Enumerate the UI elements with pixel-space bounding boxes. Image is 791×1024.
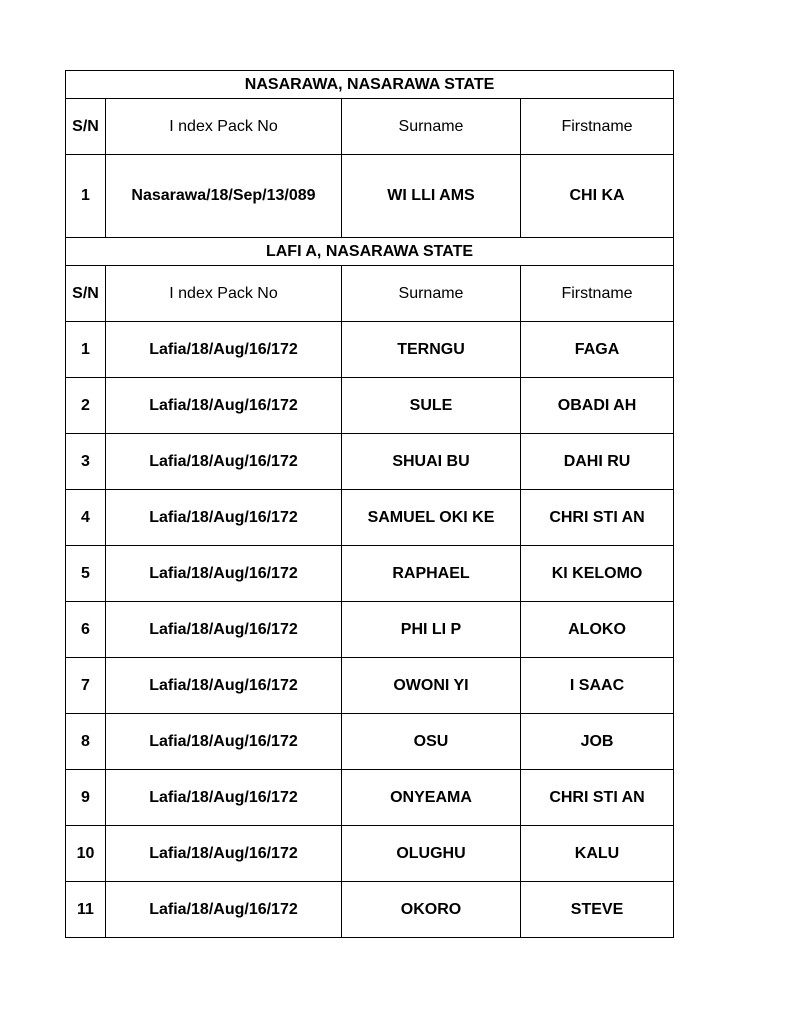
header-firstname: Firstname: [521, 99, 674, 155]
cell-surname: TERNGU: [342, 322, 521, 378]
cell-sn: 8: [66, 714, 106, 770]
cell-firstname: CHI KA: [521, 155, 674, 238]
section-title-row: [66, 238, 674, 266]
cell-index-pack: Lafia/18/Aug/16/172: [106, 658, 342, 714]
column-header-row: [66, 99, 674, 155]
cell-surname: PHI LI P: [342, 602, 521, 658]
cell-index-pack: Nasarawa/18/Sep/13/089: [106, 155, 342, 238]
cell-surname: SAMUEL OKI KE: [342, 490, 521, 546]
section-title: NASARAWA, NASARAWA STATE: [66, 71, 674, 99]
cell-firstname: ALOKO: [521, 602, 674, 658]
header-surname: Surname: [342, 99, 521, 155]
section-title-row: [66, 71, 674, 99]
cell-sn: 1: [66, 322, 106, 378]
cell-index-pack: Lafia/18/Aug/16/172: [106, 434, 342, 490]
cell-sn: 2: [66, 378, 106, 434]
cell-sn: 9: [66, 770, 106, 826]
table-row: [66, 155, 674, 238]
cell-firstname: OBADI AH: [521, 378, 674, 434]
cell-sn: 10: [66, 826, 106, 882]
cell-index-pack: Lafia/18/Aug/16/172: [106, 714, 342, 770]
cell-firstname: KI KELOMO: [521, 546, 674, 602]
table-row: [66, 826, 674, 882]
cell-firstname: DAHI RU: [521, 434, 674, 490]
cell-surname: WI LLI AMS: [342, 155, 521, 238]
table-row: [66, 770, 674, 826]
cell-surname: ONYEAMA: [342, 770, 521, 826]
cell-index-pack: Lafia/18/Aug/16/172: [106, 882, 342, 938]
cell-firstname: CHRI STI AN: [521, 490, 674, 546]
header-sn: S/N: [66, 99, 106, 155]
column-header-row: [66, 266, 674, 322]
table-row: [66, 714, 674, 770]
cell-sn: 6: [66, 602, 106, 658]
cell-surname: OWONI YI: [342, 658, 521, 714]
cell-sn: 4: [66, 490, 106, 546]
table-row: [66, 602, 674, 658]
cell-index-pack: Lafia/18/Aug/16/172: [106, 378, 342, 434]
table-row: [66, 378, 674, 434]
cell-surname: SULE: [342, 378, 521, 434]
header-sn: S/N: [66, 266, 106, 322]
cell-surname: OSU: [342, 714, 521, 770]
cell-sn: 5: [66, 546, 106, 602]
table-row: [66, 658, 674, 714]
cell-firstname: I SAAC: [521, 658, 674, 714]
cell-sn: 11: [66, 882, 106, 938]
cell-surname: RAPHAEL: [342, 546, 521, 602]
cell-surname: SHUAI BU: [342, 434, 521, 490]
cell-index-pack: Lafia/18/Aug/16/172: [106, 322, 342, 378]
table-row: [66, 322, 674, 378]
cell-sn: 3: [66, 434, 106, 490]
cell-surname: OKORO: [342, 882, 521, 938]
cell-firstname: KALU: [521, 826, 674, 882]
header-index-pack: I ndex Pack No: [106, 266, 342, 322]
cell-firstname: CHRI STI AN: [521, 770, 674, 826]
roster-table: [65, 70, 674, 938]
section-title: LAFI A, NASARAWA STATE: [66, 238, 674, 266]
cell-firstname: STEVE: [521, 882, 674, 938]
table-row: [66, 490, 674, 546]
table-row: [66, 546, 674, 602]
cell-sn: 7: [66, 658, 106, 714]
cell-index-pack: Lafia/18/Aug/16/172: [106, 490, 342, 546]
cell-surname: OLUGHU: [342, 826, 521, 882]
header-surname: Surname: [342, 266, 521, 322]
header-firstname: Firstname: [521, 266, 674, 322]
cell-firstname: FAGA: [521, 322, 674, 378]
cell-sn: 1: [66, 155, 106, 238]
cell-firstname: JOB: [521, 714, 674, 770]
cell-index-pack: Lafia/18/Aug/16/172: [106, 602, 342, 658]
cell-index-pack: Lafia/18/Aug/16/172: [106, 546, 342, 602]
cell-index-pack: Lafia/18/Aug/16/172: [106, 770, 342, 826]
table-row: [66, 882, 674, 938]
cell-index-pack: Lafia/18/Aug/16/172: [106, 826, 342, 882]
header-index-pack: I ndex Pack No: [106, 99, 342, 155]
table-row: [66, 434, 674, 490]
